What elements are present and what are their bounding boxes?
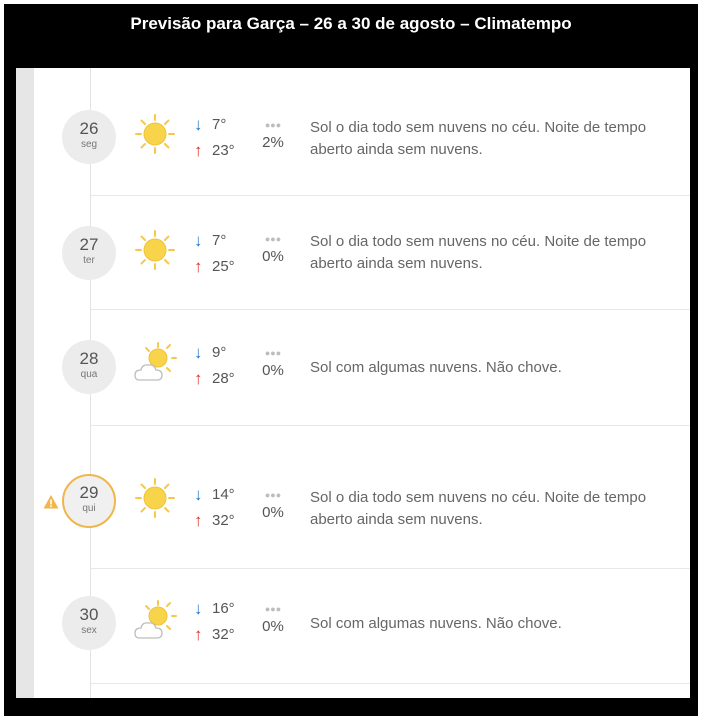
page-title: Previsão para Garça – 26 a 30 de agosto – Climatempo	[130, 14, 572, 33]
sun-icon	[133, 476, 177, 520]
max-temp: 23°	[212, 142, 235, 159]
date-badge	[62, 226, 116, 280]
rain-chance: 0%	[262, 504, 284, 521]
warning-icon	[43, 494, 59, 510]
arrow-down-icon: ↓	[194, 599, 203, 618]
rain-block	[256, 232, 290, 268]
rain-block	[256, 346, 290, 382]
weather-description: Sol com algumas nuvens. Não chove.	[310, 359, 562, 376]
raindrops-icon: ●●●	[264, 234, 282, 244]
raindrops-icon: ●●●	[264, 604, 282, 614]
weekday-label: qui	[82, 503, 96, 514]
arrow-down-icon: ↓	[194, 115, 203, 134]
date-badge	[62, 340, 116, 394]
arrow-up-icon: ↑	[194, 625, 203, 644]
date-badge	[62, 110, 116, 164]
temperature-block	[194, 340, 254, 392]
rain-chance: 2%	[262, 134, 284, 151]
forecast-day-30[interactable]	[16, 570, 690, 686]
sun-cloud-icon	[133, 598, 177, 642]
forecast-day-29[interactable]	[16, 456, 690, 570]
day-number: 26	[79, 119, 99, 138]
weekday-label: ter	[83, 255, 95, 266]
max-temp: 25°	[212, 258, 235, 275]
temperature-block	[194, 112, 254, 164]
arrow-down-icon: ↓	[194, 343, 203, 362]
forecast-day-26[interactable]	[16, 68, 690, 196]
weather-description: Sol o dia todo sem nuvens no céu. Noite de tempo aberto ainda sem nuvens.	[310, 489, 647, 528]
max-temp: 28°	[212, 370, 235, 387]
max-temp: 32°	[212, 512, 235, 529]
day-number: 28	[79, 349, 99, 368]
arrow-down-icon: ↓	[194, 231, 203, 250]
min-temp: 7°	[212, 232, 227, 249]
min-temp: 9°	[212, 344, 227, 361]
arrow-up-icon: ↑	[194, 141, 203, 160]
min-temp: 7°	[212, 116, 227, 133]
min-temp: 16°	[212, 600, 235, 617]
weather-description: Sol o dia todo sem nuvens no céu. Noite de tempo aberto ainda sem nuvens.	[310, 119, 647, 158]
min-temp: 14°	[212, 486, 235, 503]
date-badge	[62, 596, 116, 650]
day-separator	[90, 568, 690, 569]
arrow-up-icon: ↑	[194, 511, 203, 530]
temperature-block	[194, 482, 254, 534]
sun-cloud-icon	[133, 340, 177, 384]
weekday-label: qua	[80, 369, 98, 380]
date-badge-alert	[62, 474, 116, 528]
rain-block	[256, 118, 290, 154]
temperature-block	[194, 596, 254, 648]
sun-icon	[133, 228, 177, 272]
day-separator	[90, 683, 690, 684]
arrow-up-icon: ↑	[194, 257, 203, 276]
rain-block	[256, 488, 290, 524]
rain-chance: 0%	[262, 248, 284, 265]
raindrops-icon: ●●●	[264, 490, 282, 500]
day-separator	[90, 425, 690, 426]
forecast-panel	[16, 68, 690, 698]
weekday-label: sex	[81, 625, 97, 636]
forecast-day-27[interactable]	[16, 196, 690, 310]
day-number: 29	[79, 483, 99, 502]
arrow-down-icon: ↓	[194, 485, 203, 504]
weekday-label: seg	[80, 139, 98, 150]
temperature-block	[194, 228, 254, 280]
sun-icon	[133, 112, 177, 156]
weather-description: Sol o dia todo sem nuvens no céu. Noite de tempo aberto ainda sem nuvens.	[310, 233, 647, 272]
day-number: 30	[79, 605, 99, 624]
rain-chance: 0%	[262, 618, 284, 635]
weather-description: Sol com algumas nuvens. Não chove.	[310, 615, 562, 632]
day-number: 27	[79, 235, 99, 254]
raindrops-icon: ●●●	[264, 120, 282, 130]
raindrops-icon: ●●●	[264, 348, 282, 358]
forecast-day-28[interactable]	[16, 310, 690, 426]
max-temp: 32°	[212, 626, 235, 643]
arrow-up-icon: ↑	[194, 369, 203, 388]
rain-chance: 0%	[262, 362, 284, 379]
rain-block	[256, 602, 290, 638]
